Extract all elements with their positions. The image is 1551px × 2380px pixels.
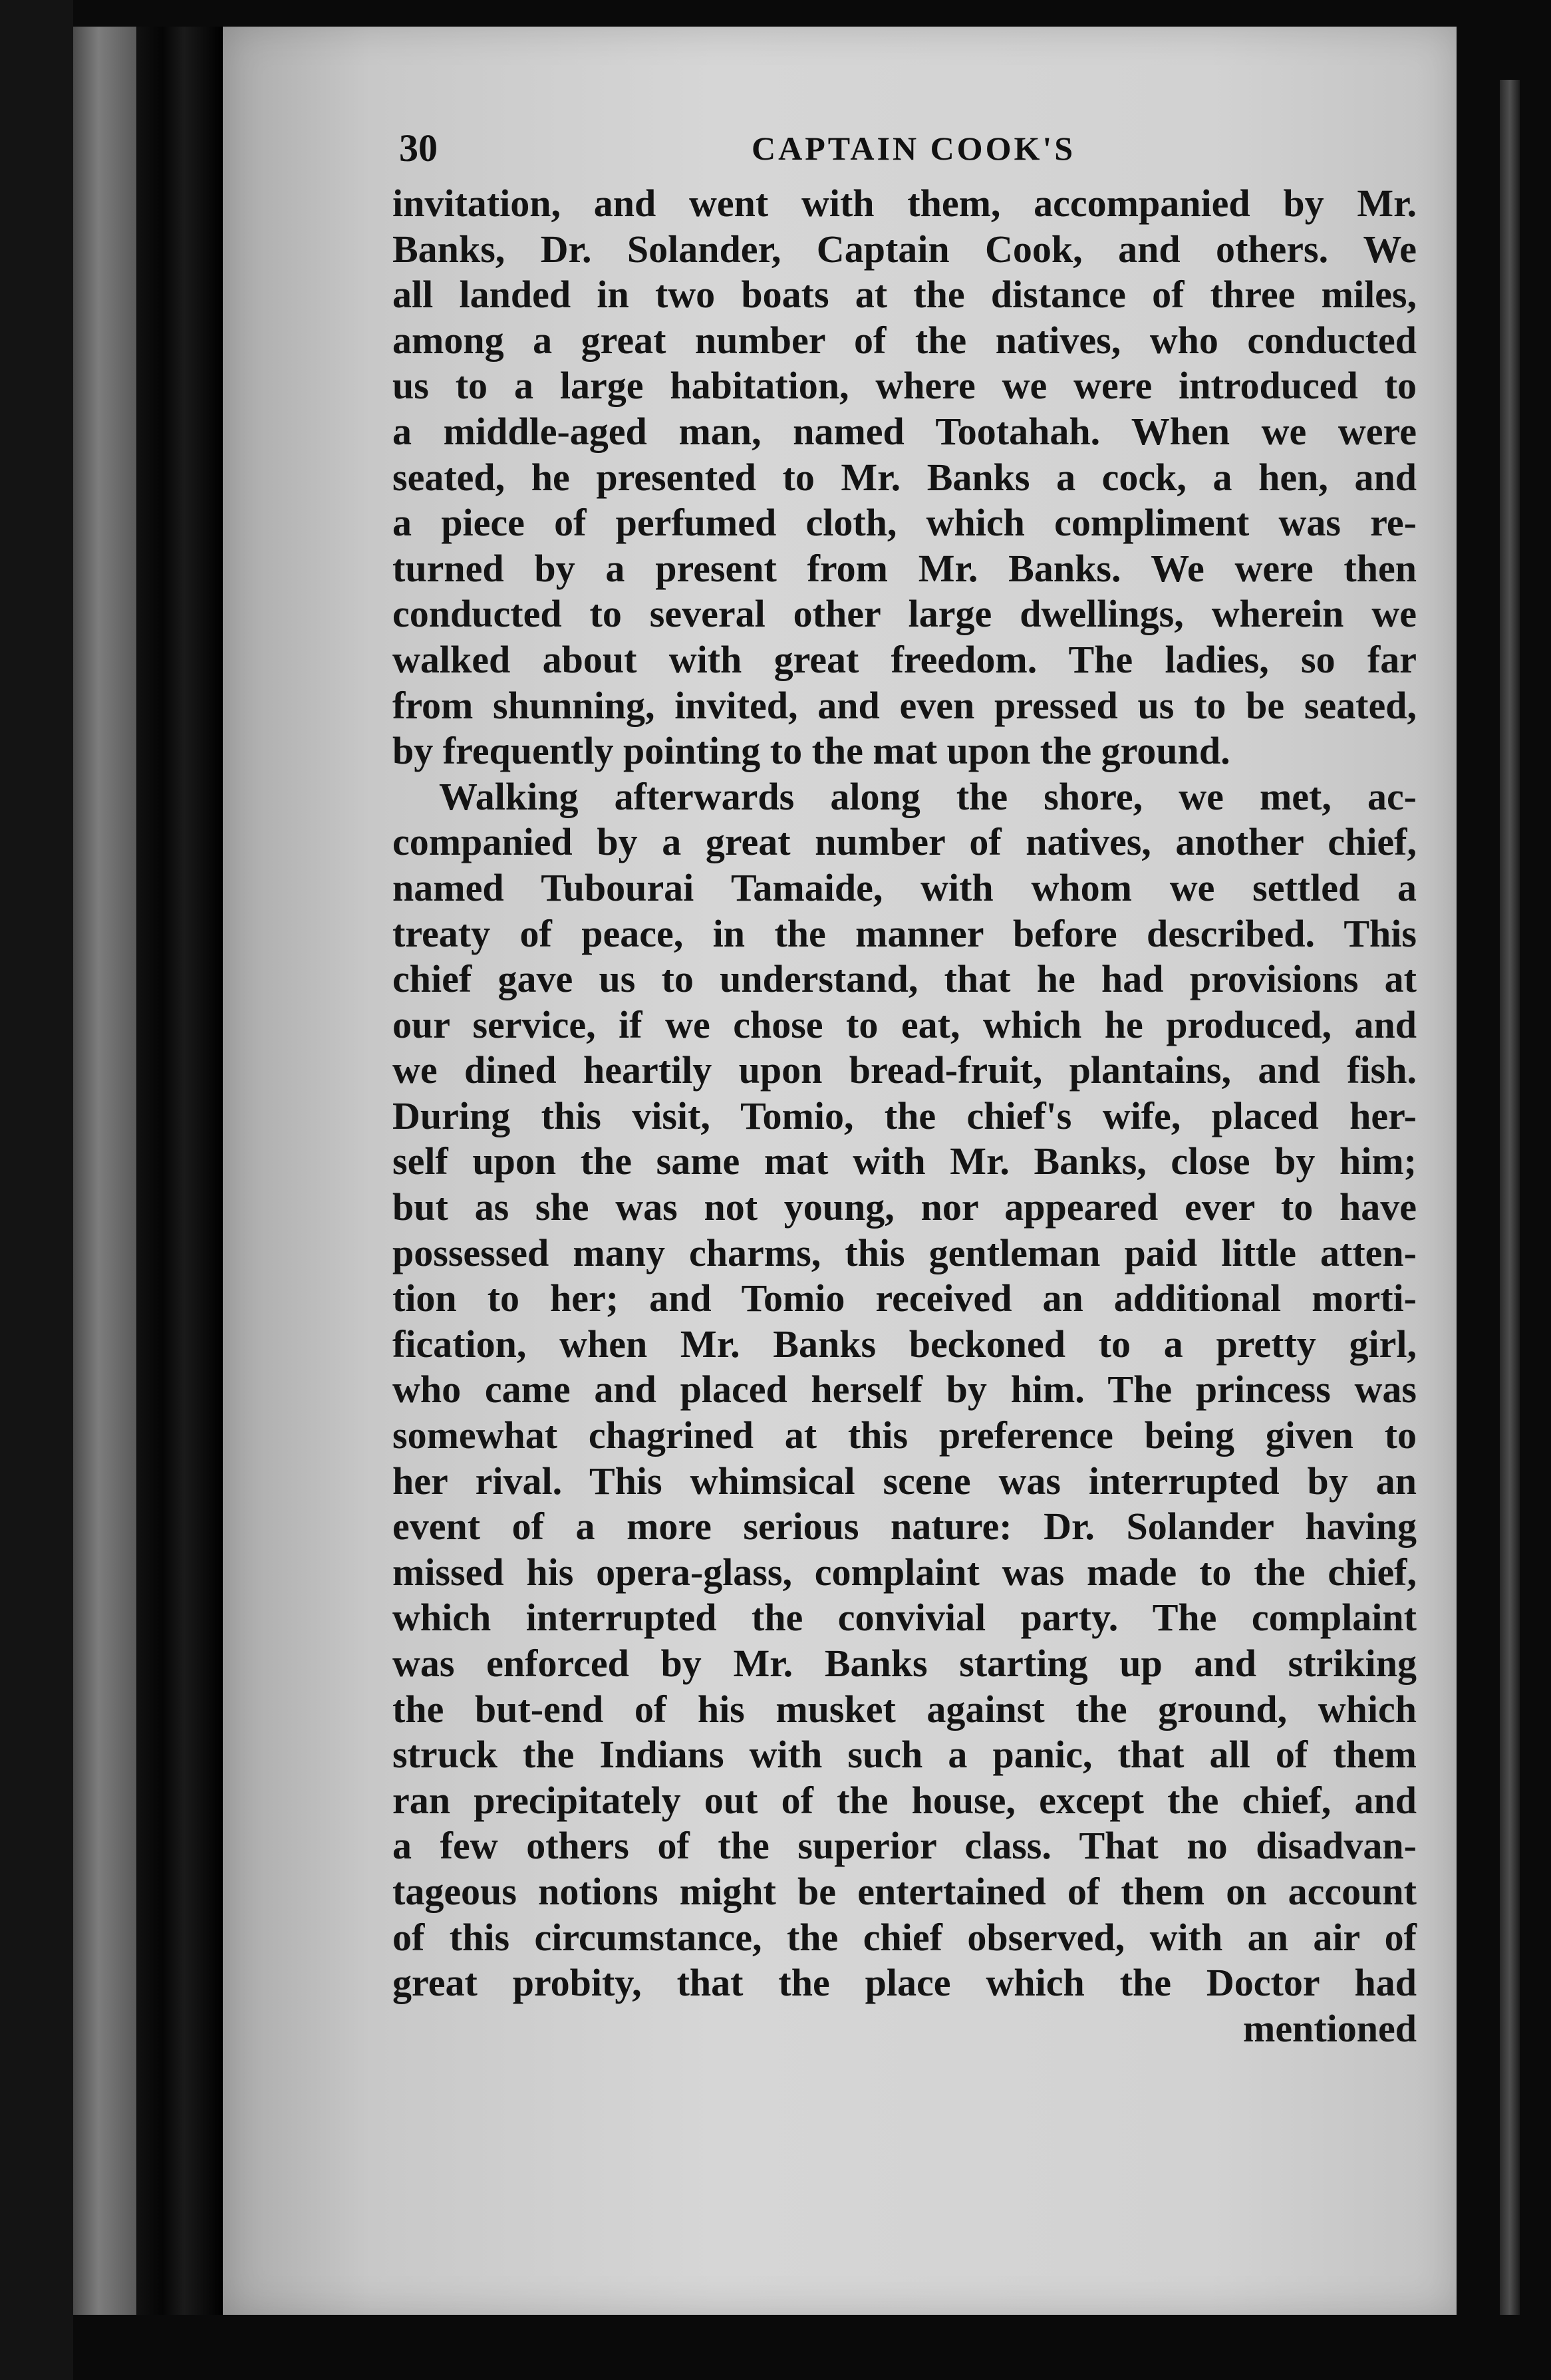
text-line: tageous notions might be entertained of them on account [392, 1869, 1417, 1913]
page-header [399, 118, 1410, 178]
book-binding-gutter [136, 27, 223, 2315]
text-line: which interrupted the convivial party. The complaint [392, 1596, 1417, 1640]
text-line: who came and placed herself by him. The princess was [392, 1368, 1417, 1412]
text-line: us to a large habitation, where we were introduced to [392, 364, 1417, 408]
text-line: from shunning, invited, and even pressed us to be seated, [392, 683, 1417, 727]
text-line: tion to her; and Tomio received an additional morti- [392, 1276, 1417, 1320]
text-line: struck the Indians with such a panic, that all of them [392, 1733, 1417, 1777]
text-line: chief gave us to understand, that he had provisions at [392, 957, 1417, 1001]
text-line: ran precipitately out of the house, except the chief, and [392, 1778, 1417, 1822]
text-line: a few others of the superior class. That no disadvan- [392, 1824, 1417, 1868]
paragraph-end-line: by frequently pointing to the mat upon the ground. [392, 729, 1230, 773]
text-line: invitation, and went with them, accompanied by Mr. [392, 182, 1417, 225]
text-line: During this visit, Tomio, the chief's wife, placed her- [392, 1094, 1417, 1137]
text-line: companied by a great number of natives, another chief, [392, 820, 1417, 864]
text-line: event of a more serious nature: Dr. Solander having [392, 1505, 1417, 1549]
text-line: walked about with great freedom. The ladies, so far [392, 637, 1417, 681]
catchword: mentioned [1243, 2006, 1417, 2050]
text-line: somewhat chagrined at this preference being given to [392, 1413, 1417, 1457]
text-line: fication, when Mr. Banks beckoned to a pretty girl, [392, 1322, 1417, 1366]
facing-page-edge [73, 27, 136, 2315]
running-head: CAPTAIN COOK'S [752, 130, 1076, 167]
text-line: among a great number of the natives, who conducted [392, 318, 1417, 362]
text-line: the but-end of his musket against the ground, which [392, 1687, 1417, 1731]
text-line: turned by a present from Mr. Banks. We were then [392, 546, 1417, 590]
text-line: our service, if we chose to eat, which he produced, and [392, 1002, 1417, 1046]
text-line: of this circumstance, the chief observed, with an air of [392, 1915, 1417, 1959]
text-line: her rival. This whimsical scene was interrupted by an [392, 1459, 1417, 1503]
paragraph-start-line: Walking afterwards along the shore, we met, ac- [439, 774, 1417, 818]
text-line: missed his opera-glass, complaint was made to the chief, [392, 1550, 1417, 1594]
text-line: great probity, that the place which the Doctor had [392, 1961, 1417, 2005]
text-line: was enforced by Mr. Banks starting up and striking [392, 1642, 1417, 1685]
text-line: self upon the same mat with Mr. Banks, close by him; [392, 1139, 1417, 1183]
text-line: we dined heartily upon bread-fruit, plantains, and fish. [392, 1048, 1417, 1092]
text-line: possessed many charms, this gentleman paid little atten- [392, 1231, 1417, 1274]
text-line: a middle-aged man, named Tootahah. When we were [392, 409, 1417, 453]
text-line: all landed in two boats at the distance of three miles, [392, 273, 1417, 317]
scan-left-margin [0, 0, 73, 2380]
text-line: named Tubourai Tamaide, with whom we settled a [392, 865, 1417, 909]
text-line: Banks, Dr. Solander, Captain Cook, and others. We [392, 227, 1417, 271]
page-number: 30 [399, 126, 438, 170]
text-line: treaty of peace, in the manner before described. This [392, 911, 1417, 955]
body-text [392, 181, 1417, 2051]
text-line: a piece of perfumed cloth, which compliment was re- [392, 501, 1417, 545]
text-line: conducted to several other large dwellings, wherein we [392, 592, 1417, 636]
next-page-edge [1500, 80, 1520, 2315]
text-line: seated, he presented to Mr. Banks a cock, a hen, and [392, 455, 1417, 499]
text-line: but as she was not young, nor appeared ever to have [392, 1185, 1417, 1229]
